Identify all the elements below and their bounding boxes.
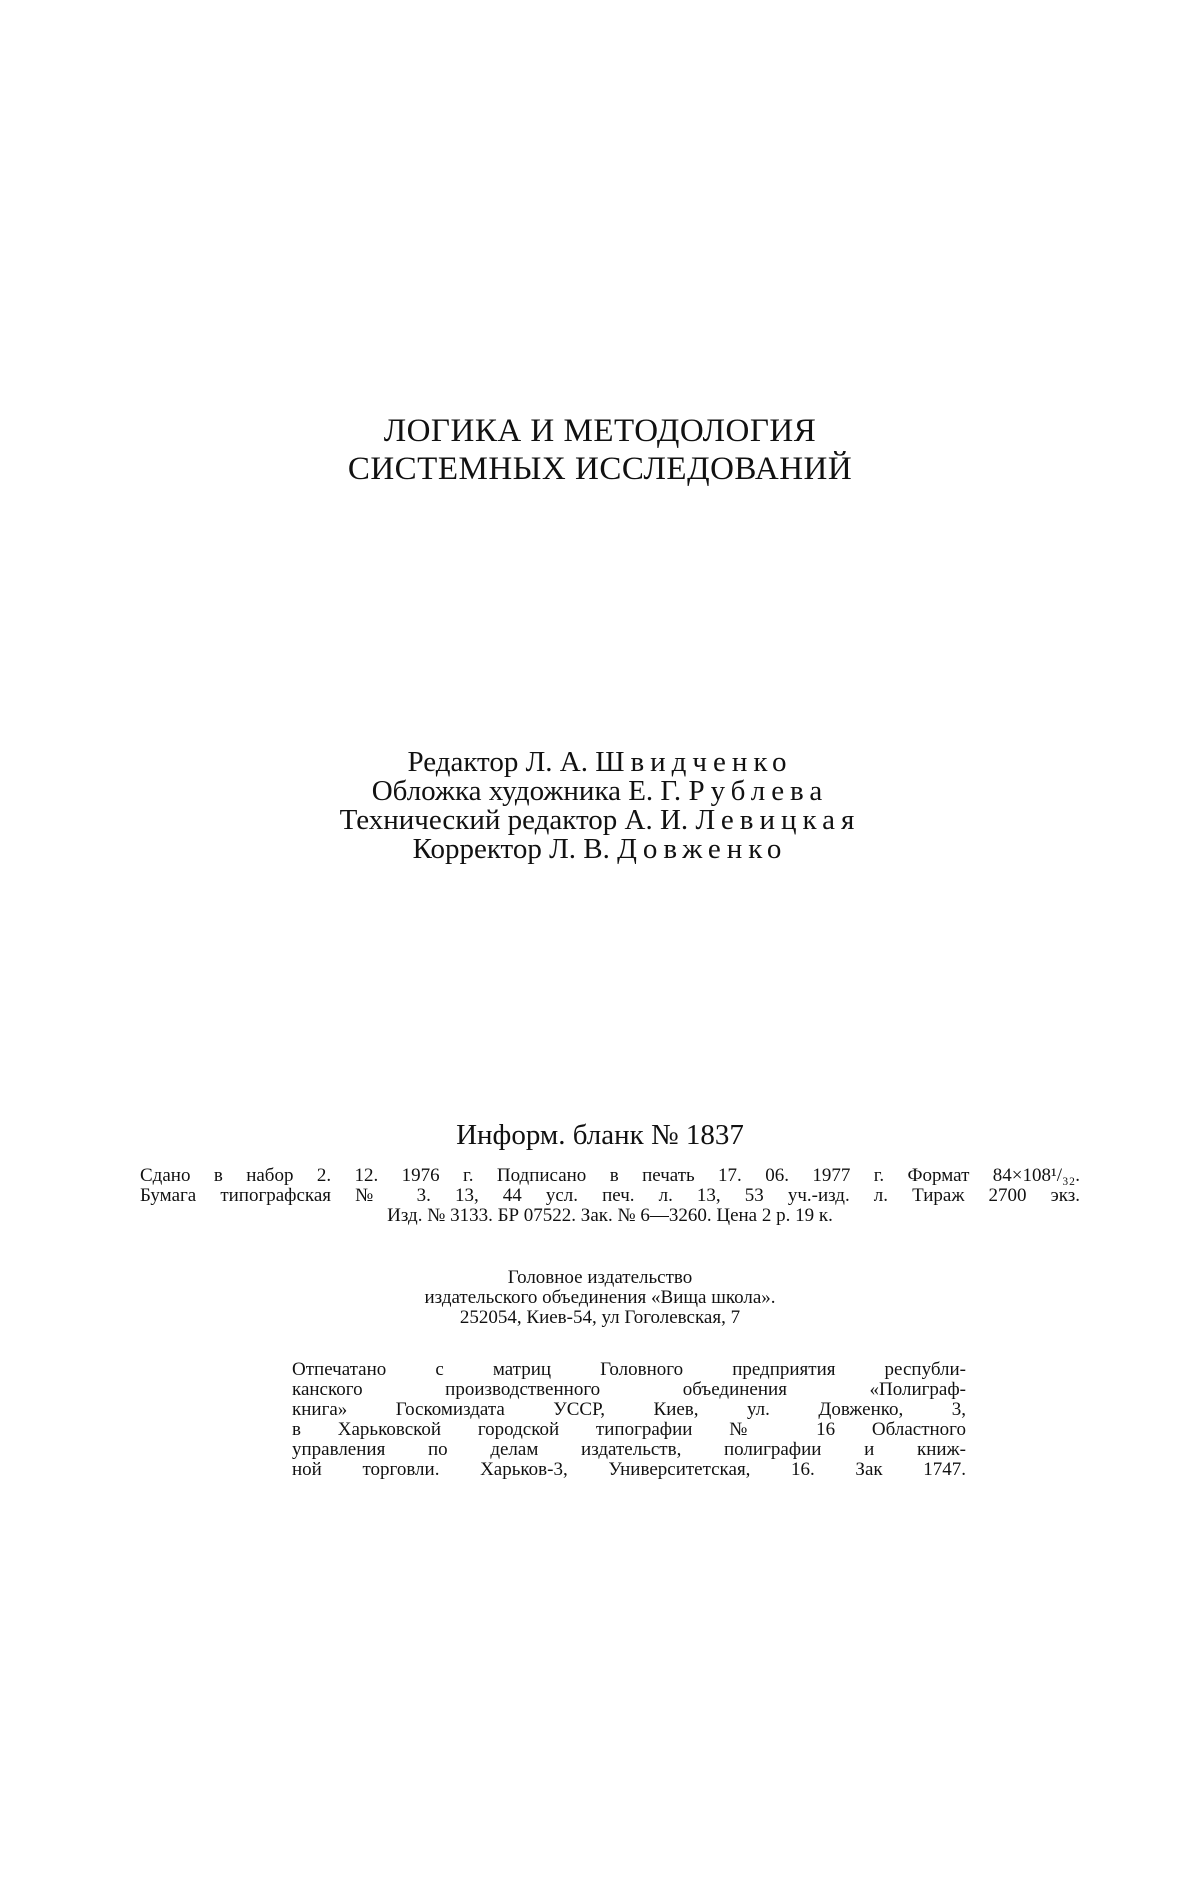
- credit-technical-editor-role: Технический редактор А. И.: [339, 804, 689, 836]
- printed-line-1: Отпечатано с матриц Головного предприятия республи-: [292, 1359, 966, 1380]
- info-form-number: Информ. бланк № 1837: [456, 1119, 744, 1151]
- printed-line-3: книга» Госкомиздата УССР, Киев, ул. Довженко, 3,: [292, 1399, 966, 1420]
- credit-cover-artist-role: Обложка художника Е. Г.: [371, 775, 682, 807]
- credit-proofreader-role: Корректор Л. В.: [412, 833, 610, 865]
- credit-editor-role: Редактор Л. А.: [407, 746, 588, 778]
- printed-line-2: канского производственного объединения «Полиграф-: [292, 1379, 966, 1400]
- publisher-address: [0, 1268, 1200, 1328]
- credits: [0, 748, 1200, 864]
- printed-line-4: в Харьковской городской типографии № 16 Областного: [292, 1419, 966, 1440]
- printing-house-note: [292, 1360, 966, 1480]
- book-title: [0, 412, 1200, 488]
- book-title-line-1: ЛОГИКА И МЕТОДОЛОГИЯ: [383, 413, 817, 449]
- printed-line-5: управления по делам издательств, полиграфии и книж-: [292, 1439, 966, 1460]
- publisher-line-2: издательского объединения «Вища школа».: [424, 1287, 776, 1308]
- credit-editor: [0, 748, 1200, 777]
- imprint-line-1: Сдано в набор 2. 12. 1976 г. Подписано в печать 17. 06. 1977 г. Формат 84×108¹/₃₂.: [140, 1165, 1080, 1186]
- credit-technical-editor-name: Левицкая: [695, 804, 861, 836]
- credit-cover-artist: [0, 777, 1200, 806]
- credit-technical-editor: [0, 806, 1200, 835]
- credit-editor-name: Швидченко: [595, 746, 793, 778]
- publisher-line-3: 252054, Киев-54, ул Гоголевская, 7: [459, 1307, 741, 1328]
- print-imprint: [140, 1166, 1080, 1226]
- printed-line-6: ной торговли. Харьков-3, Университетская, 16. Зак 1747.: [292, 1459, 966, 1480]
- publisher-line-1: Головное издательство: [507, 1267, 693, 1288]
- credit-proofreader: [0, 835, 1200, 864]
- credit-proofreader-name: Довженко: [617, 833, 788, 865]
- imprint-line-2: Бумага типографская № 3. 13, 44 усл. печ. л. 13, 53 уч.-изд. л. Тираж 2700 экз.: [140, 1185, 1080, 1206]
- imprint-line-3: Изд. № 3133. БР 07522. Зак. № 6—3260. Цена 2 р. 19 к.: [387, 1205, 833, 1226]
- book-title-line-2: СИСТЕМНЫХ ИССЛЕДОВАНИЙ: [347, 451, 853, 487]
- credit-cover-artist-name: Рублева: [688, 775, 829, 807]
